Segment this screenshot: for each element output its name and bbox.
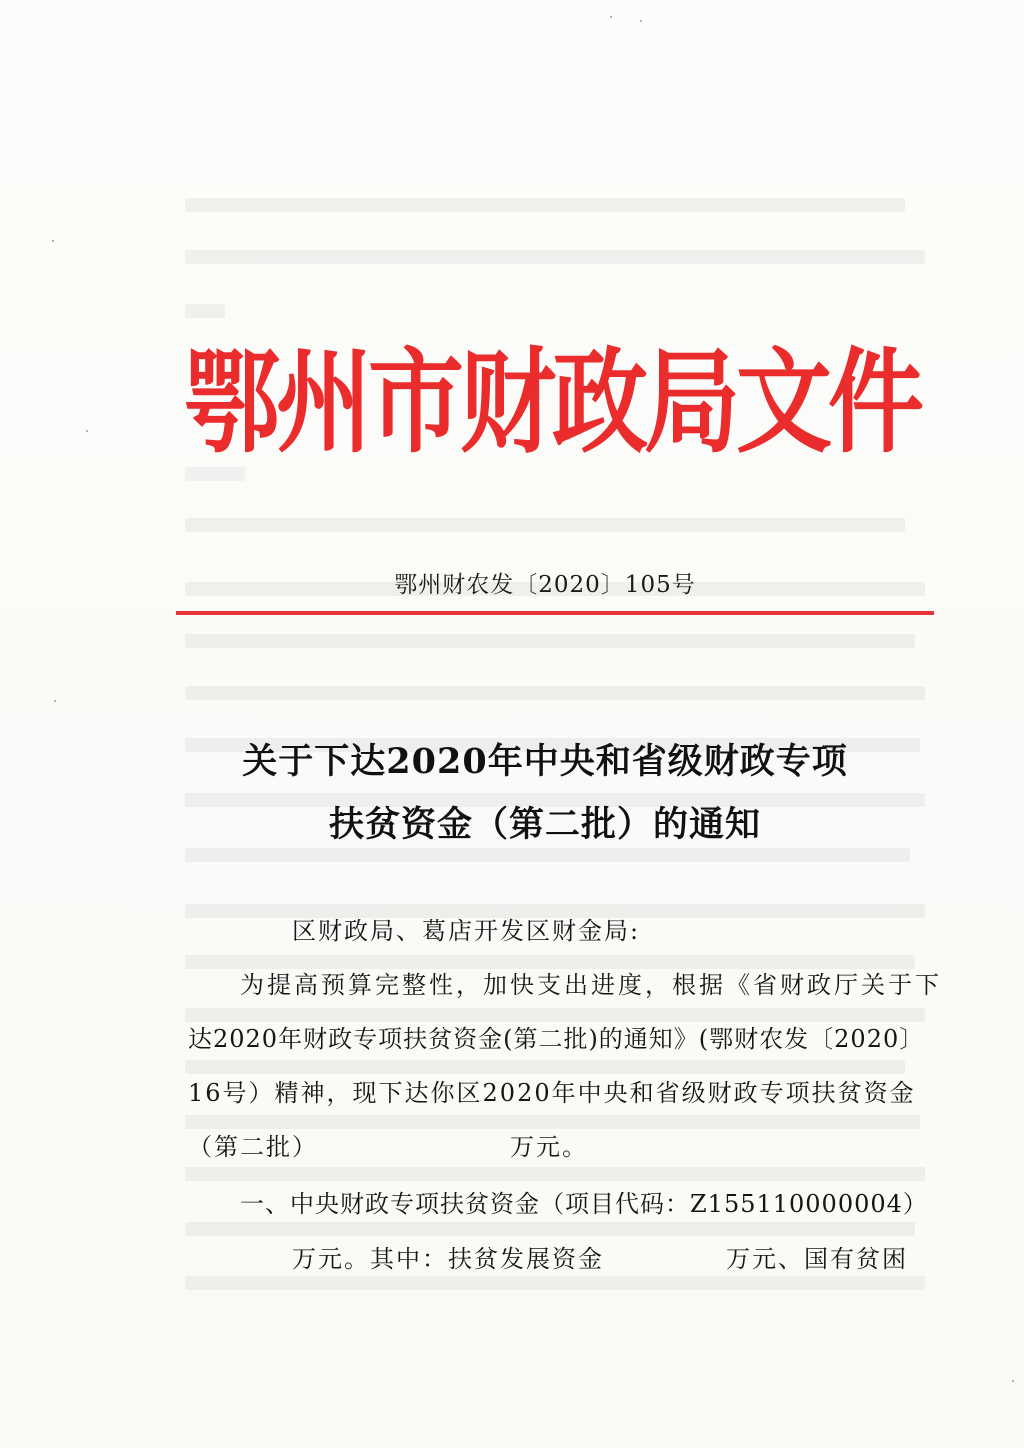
section-heading-line: 一、中央财政专项扶贫资金（项目代码：Z155110000004） bbox=[240, 1190, 928, 1218]
red-separator-line bbox=[176, 611, 934, 615]
paragraph-line: 为提高预算完整性，加快支出进度，根据《省财政厅关于下 bbox=[240, 971, 942, 999]
section-line: 万元。其中：扶贫发展资金 bbox=[292, 1245, 604, 1273]
scan-speck bbox=[1012, 1380, 1014, 1382]
scan-speck bbox=[610, 16, 612, 18]
scan-speck bbox=[640, 20, 642, 22]
paragraph-line: 16号）精神，现下达你区2020年中央和省级财政专项扶贫资金 bbox=[188, 1079, 916, 1107]
masthead-title: 鄂州市财政局文件 bbox=[184, 335, 920, 469]
paragraph-line: （第二批） bbox=[188, 1133, 318, 1161]
paragraph-line: 达2020年财政专项扶贫资金(第二批)的通知》(鄂财农发〔2020〕 bbox=[188, 1025, 925, 1053]
scan-speck bbox=[52, 240, 54, 242]
addressee: 区财政局、葛店开发区财金局: bbox=[292, 917, 641, 945]
document-number: 鄂州财农发〔2020〕105号 bbox=[394, 572, 696, 598]
section-line-continued: 万元、国有贫困 bbox=[726, 1245, 908, 1273]
notice-title-line2: 扶贫资金（第二批）的通知 bbox=[328, 804, 761, 845]
notice-title-line1: 关于下达2020年中央和省级财政专项 bbox=[242, 741, 848, 782]
scan-speck bbox=[54, 700, 56, 702]
paragraph-line-amount-unit: 万元。 bbox=[510, 1133, 588, 1161]
